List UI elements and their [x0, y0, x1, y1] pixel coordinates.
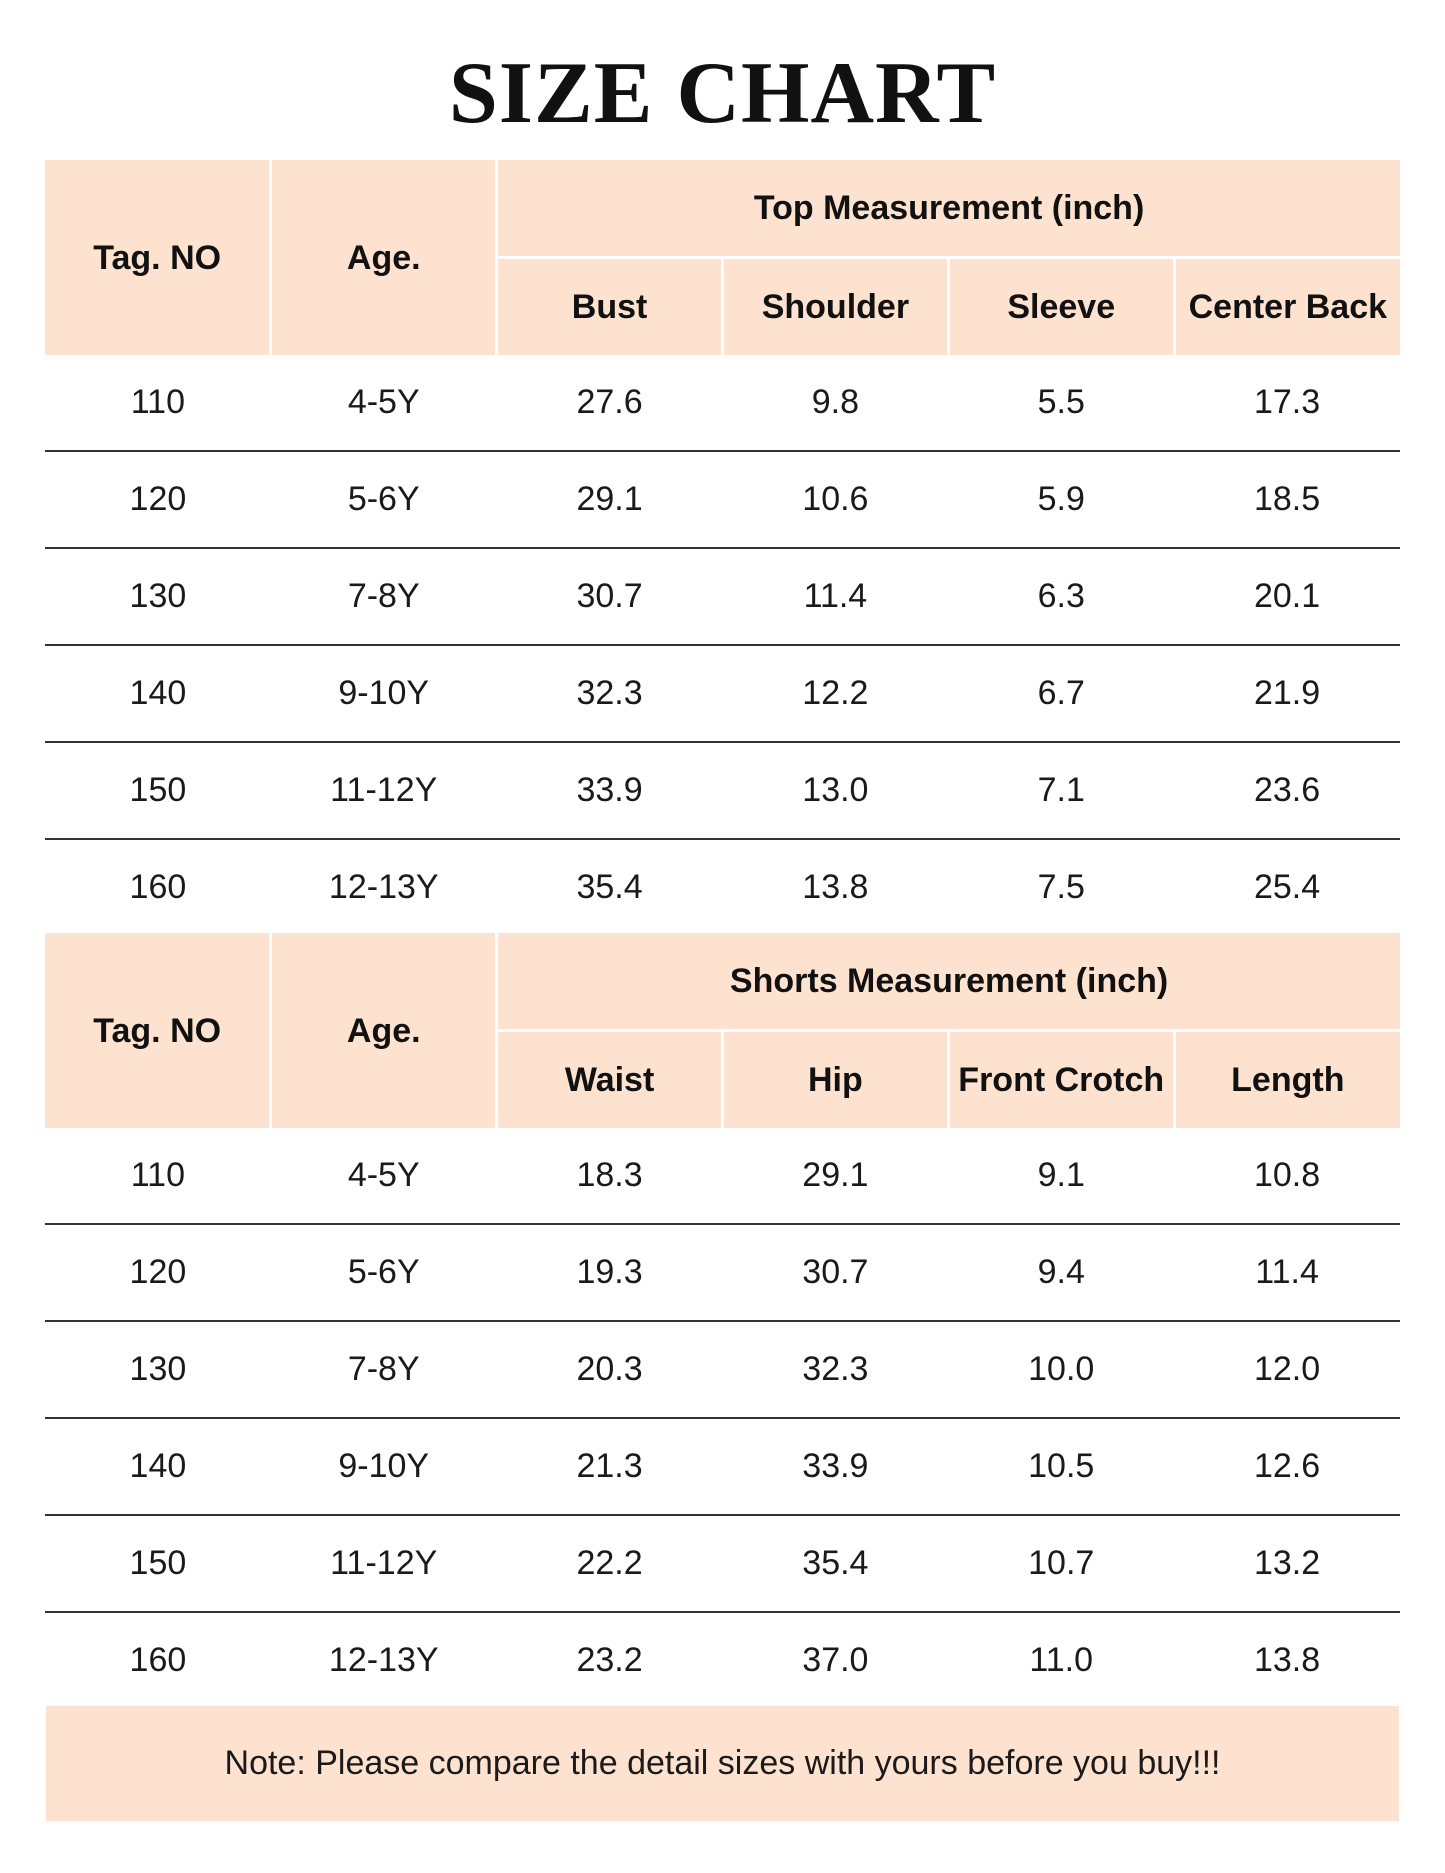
- column-header-length: Length: [1174, 1031, 1400, 1129]
- age-cell: 12-13Y: [328, 868, 439, 906]
- center-back-cell: 21.9: [1174, 645, 1400, 742]
- note-banner: Note: Please compare the detail sizes with yours before you buy!!!: [46, 1706, 1399, 1821]
- bust-cell: 29.1: [497, 451, 723, 548]
- waist-cell: 23.2: [576, 1641, 643, 1679]
- table-row: [45, 742, 1400, 839]
- center-back-cell: 25.4: [1253, 868, 1321, 906]
- center-back-cell: 20.1: [1174, 548, 1400, 645]
- column-header-hip: Hip: [722, 1031, 948, 1129]
- sleeve-cell: 5.9: [948, 451, 1174, 548]
- length-cell: 10.8: [1174, 1128, 1400, 1224]
- table-row: [45, 451, 1400, 548]
- age-cell: 11-12Y: [271, 742, 497, 839]
- page-title: SIZE CHART: [448, 45, 997, 142]
- bust-cell: 30.7: [497, 548, 723, 645]
- shoulder-cell: 13.0: [722, 742, 948, 839]
- tag-no-header: Tag. NO: [45, 933, 271, 1128]
- tag-cell: 110: [45, 1128, 271, 1224]
- sleeve-cell: 5.5: [948, 355, 1174, 451]
- front-crotch-cell: 9.1: [948, 1128, 1174, 1224]
- tag-cell: 130: [45, 1321, 271, 1418]
- tag-cell: 110: [45, 355, 271, 451]
- length-cell: 12.6: [1174, 1418, 1400, 1515]
- hip-cell: 29.1: [722, 1128, 948, 1224]
- age-cell: 11-12Y: [271, 1515, 497, 1612]
- waist-cell: 22.2: [497, 1515, 723, 1612]
- column-header-waist: Waist: [497, 1031, 723, 1129]
- hip-cell: 33.9: [722, 1418, 948, 1515]
- sleeve-cell: 6.3: [948, 548, 1174, 645]
- hip-cell: 37.0: [802, 1641, 869, 1679]
- column-header-bust: Bust: [497, 258, 723, 356]
- shoulder-cell: 11.4: [722, 548, 948, 645]
- shoulder-cell: 13.8: [802, 868, 869, 906]
- table-row: [45, 645, 1400, 742]
- bust-cell: 33.9: [497, 742, 723, 839]
- shoulder-cell: 10.6: [722, 451, 948, 548]
- age-cell: 5-6Y: [271, 451, 497, 548]
- front-crotch-cell: 10.7: [948, 1515, 1174, 1612]
- column-header-center-back: Center Back: [1174, 258, 1400, 356]
- length-cell: 12.0: [1174, 1321, 1400, 1418]
- top-measurement-table: [45, 160, 1400, 935]
- age-cell: 9-10Y: [271, 1418, 497, 1515]
- table-row: [45, 1612, 1400, 1708]
- age-cell: 4-5Y: [271, 355, 497, 451]
- column-header-front-crotch: Front Crotch: [948, 1031, 1174, 1129]
- tag-cell: 160: [129, 1641, 187, 1679]
- age-cell: 5-6Y: [271, 1224, 497, 1321]
- hip-cell: 30.7: [722, 1224, 948, 1321]
- table-row: [45, 1224, 1400, 1321]
- center-back-cell: 17.3: [1174, 355, 1400, 451]
- tag-cell: 150: [45, 1515, 271, 1612]
- column-header-shoulder: Shoulder: [722, 258, 948, 356]
- table-row: [45, 355, 1400, 451]
- front-crotch-cell: 11.0: [1029, 1641, 1094, 1679]
- age-header: Age.: [271, 933, 497, 1128]
- age-cell: 7-8Y: [271, 548, 497, 645]
- shorts-measurement-table: [45, 933, 1400, 1708]
- table-row: [45, 548, 1400, 645]
- bust-cell: 27.6: [497, 355, 723, 451]
- tag-cell: 120: [45, 451, 271, 548]
- tag-cell: 140: [45, 645, 271, 742]
- length-cell: 13.2: [1174, 1515, 1400, 1612]
- shorts-measurement-group-header: Shorts Measurement (inch): [497, 933, 1400, 1031]
- table-row: [45, 1515, 1400, 1612]
- front-crotch-cell: 10.0: [948, 1321, 1174, 1418]
- bust-cell: 32.3: [497, 645, 723, 742]
- length-cell: 13.8: [1253, 1641, 1321, 1679]
- sleeve-cell: 6.7: [948, 645, 1174, 742]
- table-row: [45, 1128, 1400, 1224]
- center-back-cell: 23.6: [1174, 742, 1400, 839]
- length-cell: 11.4: [1174, 1224, 1400, 1321]
- table-row: [45, 1418, 1400, 1515]
- shoulder-cell: 12.2: [722, 645, 948, 742]
- age-header: Age.: [271, 160, 497, 355]
- age-cell: 7-8Y: [271, 1321, 497, 1418]
- tag-cell: 140: [45, 1418, 271, 1515]
- waist-cell: 18.3: [497, 1128, 723, 1224]
- center-back-cell: 18.5: [1174, 451, 1400, 548]
- tag-cell: 160: [129, 868, 187, 906]
- tag-cell: 130: [45, 548, 271, 645]
- hip-cell: 35.4: [722, 1515, 948, 1612]
- age-cell: 12-13Y: [328, 1641, 439, 1679]
- front-crotch-cell: 10.5: [948, 1418, 1174, 1515]
- waist-cell: 20.3: [497, 1321, 723, 1418]
- tag-cell: 120: [45, 1224, 271, 1321]
- table-row: [45, 839, 1400, 935]
- shoulder-cell: 9.8: [722, 355, 948, 451]
- tag-no-header: Tag. NO: [45, 160, 271, 355]
- hip-cell: 32.3: [722, 1321, 948, 1418]
- waist-cell: 19.3: [497, 1224, 723, 1321]
- sleeve-cell: 7.5: [1037, 868, 1085, 906]
- bust-cell: 35.4: [576, 868, 643, 906]
- top-measurement-group-header: Top Measurement (inch): [497, 160, 1400, 258]
- age-cell: 4-5Y: [271, 1128, 497, 1224]
- sleeve-cell: 7.1: [948, 742, 1174, 839]
- tag-cell: 150: [45, 742, 271, 839]
- waist-cell: 21.3: [497, 1418, 723, 1515]
- table-row: [45, 1321, 1400, 1418]
- front-crotch-cell: 9.4: [948, 1224, 1174, 1321]
- column-header-sleeve: Sleeve: [948, 258, 1174, 356]
- age-cell: 9-10Y: [271, 645, 497, 742]
